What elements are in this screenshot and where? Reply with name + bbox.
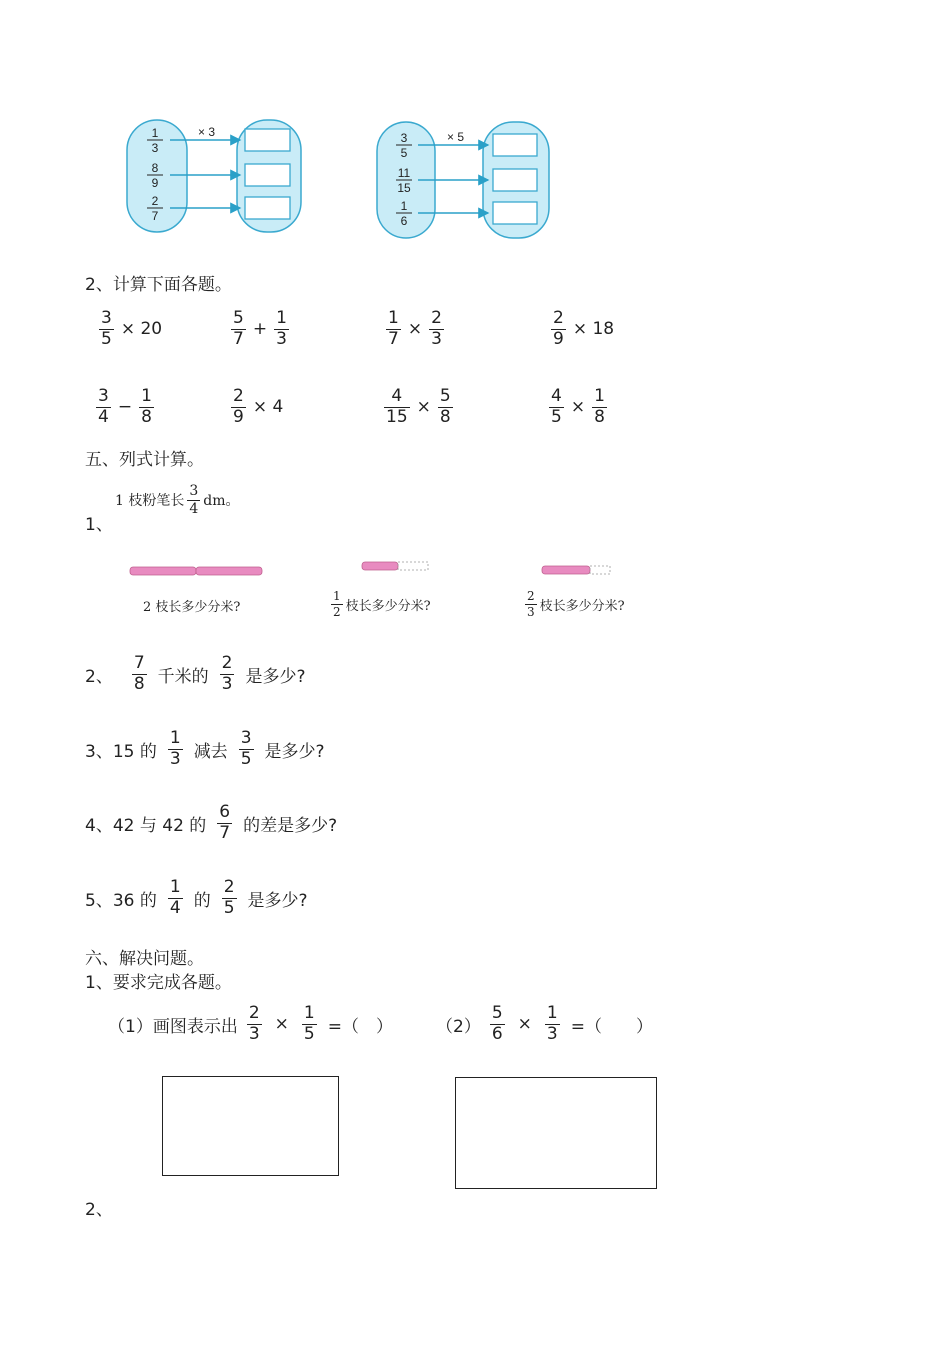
expression xyxy=(228,310,292,349)
chalk-illustrations xyxy=(120,555,640,585)
expression xyxy=(383,310,447,349)
drawing-box-2[interactable] xyxy=(455,1077,657,1189)
answer-box xyxy=(493,134,537,156)
chalk-question-1: 2 枝长多少分米? xyxy=(143,600,241,615)
fraction: $\frac{4}{5}$ xyxy=(551,386,562,427)
mapping-diagram-2 xyxy=(377,122,549,238)
expression xyxy=(93,388,157,427)
premise-text: 1 枝粉笔长 xyxy=(115,493,185,510)
operator: × 20 xyxy=(120,319,163,340)
fraction-numerator: 1 xyxy=(151,126,159,140)
fraction: $\frac{5}{7}$ xyxy=(233,308,244,349)
draw-problem-2: （2） $\frac{5}{6}$ × $\frac{1}{3}$ =（ ） xyxy=(436,1003,653,1044)
answer-box xyxy=(493,169,537,191)
multiplier-label: × 3 xyxy=(198,125,216,139)
section6-q2-title: 2、 xyxy=(85,1200,113,1220)
fraction-denominator: 6 xyxy=(400,214,408,228)
fraction: $\frac{2}{3}$ xyxy=(431,308,442,349)
fraction: $\frac{1}{8}$ xyxy=(594,386,605,427)
operator: × 18 xyxy=(572,319,615,340)
operator: × xyxy=(416,397,431,418)
answer-box xyxy=(245,164,290,186)
fraction-numerator: 8 xyxy=(151,161,159,175)
mapping-diagrams xyxy=(0,100,950,250)
fraction: $\frac{1}{3}$ xyxy=(276,308,287,349)
expression xyxy=(228,388,287,427)
fraction: $\frac{1}{8}$ xyxy=(141,386,152,427)
question-5: 5、36 的 $\frac{1}{4}$ 的 $\frac{2}{5}$ 是多少? xyxy=(85,877,308,918)
fraction: $\frac{1}{7}$ xyxy=(388,308,399,349)
operator: × xyxy=(407,319,423,340)
section6-q1-title: 1、要求完成各题。 xyxy=(85,973,232,993)
expression xyxy=(548,310,618,349)
fraction: $\frac{3}{4}$ xyxy=(98,386,109,427)
fraction: $\frac{4}{15}$ xyxy=(386,386,408,427)
chalk-question-2: $\frac{1}{2}$ 枝长多少分米? xyxy=(333,589,431,619)
chalk-two-thirds xyxy=(542,566,610,574)
fraction-denominator: 9 xyxy=(151,176,159,190)
expression xyxy=(546,388,610,427)
operator: × xyxy=(570,397,586,418)
expression xyxy=(96,310,166,349)
expression xyxy=(381,388,456,427)
fraction-denominator: 15 xyxy=(397,181,411,195)
question-2: 2、 $\frac{7}{8}$ 千米的 $\frac{2}{3}$ 是多少? xyxy=(85,653,306,694)
answer-box xyxy=(493,202,537,224)
fraction-numerator: 1 xyxy=(400,199,408,213)
fraction-numerator: 3 xyxy=(400,131,408,145)
premise-unit: dm。 xyxy=(203,493,240,510)
fraction: $\frac{5}{8}$ xyxy=(439,386,451,427)
multiplier-label: × 5 xyxy=(447,130,465,144)
premise-fraction: $\frac{3}{4}$ xyxy=(189,483,199,517)
fraction: $\frac{3}{5}$ xyxy=(101,308,112,349)
fraction-numerator: 2 xyxy=(151,194,159,208)
compute-heading: 2、计算下面各题。 xyxy=(85,275,232,295)
section5-heading: 五、列式计算。 xyxy=(85,450,204,470)
section6-heading: 六、解决问题。 xyxy=(85,949,204,969)
mapping-diagram-1 xyxy=(127,120,301,232)
question-3: 3、15 的 $\frac{1}{3}$ 减去 $\frac{3}{5}$ 是多少? xyxy=(85,728,325,769)
fraction: $\frac{2}{9}$ xyxy=(233,386,244,427)
operator: + xyxy=(252,319,268,340)
fraction-denominator: 7 xyxy=(151,209,159,223)
chalk-premise xyxy=(115,484,240,516)
chalk-question-3: $\frac{2}{3}$ 枝长多少分米? xyxy=(527,589,625,619)
chalk-half xyxy=(362,562,428,570)
question-4: 4、42 与 42 的 $\frac{6}{7}$ 的差是多少? xyxy=(85,802,338,843)
chalk-two-full xyxy=(130,567,262,575)
draw-problem-1: （1）画图表示出 $\frac{2}{3}$ × $\frac{1}{5}$ =（ ） xyxy=(108,1003,393,1044)
fraction: $\frac{2}{9}$ xyxy=(553,308,564,349)
answer-box xyxy=(245,129,290,151)
operator: × 4 xyxy=(252,397,284,418)
drawing-box-1[interactable] xyxy=(162,1076,339,1176)
answer-box xyxy=(245,197,290,219)
fraction-denominator: 3 xyxy=(151,141,159,155)
fraction-numerator: 11 xyxy=(397,166,411,180)
operator: − xyxy=(117,397,133,418)
q1-number: 1、 xyxy=(85,515,113,535)
fraction-denominator: 5 xyxy=(400,146,408,160)
